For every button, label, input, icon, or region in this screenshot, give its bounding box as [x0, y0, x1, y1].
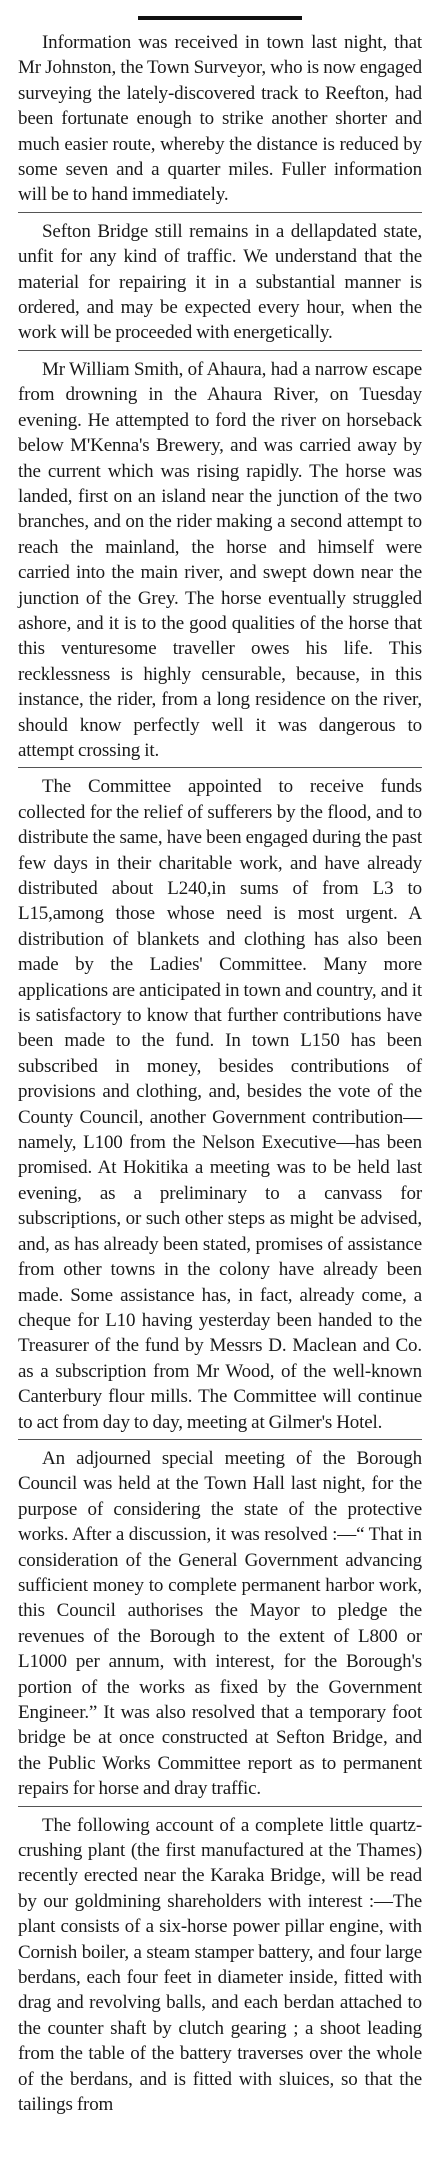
header-rule [138, 16, 302, 20]
paragraph-ahaura-escape: Mr William Smith, of Ahaura, had a narrow escape from drowning in the Ahaura River, on Tuesday evening. He attempted to ford the river on horseback below M'Kenna's Brewery, and was carried away by the current which was rising rapidly. The horse was landed, first on an island near the junction of the two branches, and on the rider making a second attempt to reach the mainland, the horse and himself were carried into the main river, and swept down near the junction of the Grey. The horse eventually struggled ashore, and it is to the good qualities of the horse that this venturesome traveller owes his life. This recklessness is highly censurable, because, in this instance, the rider, from a long residence on the river, should know perfectly well it was dangerous to attempt crossing it. [18, 358, 422, 761]
column-divider [18, 212, 422, 213]
paragraph-borough-council: An adjourned special meeting of the Borough Council was held at the Town Hall last night, for the purpose of considering the state of the protective works. After a discussion, it was resolved :—“ That in consideration of the General Government advancing sufficient money to complete permanent harbor work, this Council authorises the Mayor to pledge the revenues of the Borough to the extent of L800 or L1000 per annum, with interest, for the Borough's portion of the works as fixed by the Government Engineer.” It was also resolved that a temporary foot bridge be at once constructed at Sefton Bridge, and the Public Works Committee report as to permanent repairs for horse and dray traffic. [18, 1447, 422, 1800]
paragraph-route-discovery: Information was received in town last night, that Mr Johnston, the Town Surveyor, who is now engaged surveying the lately-discovered track to Reefton, had been fortunate enough to strike another shorter and much easier route, whereby the distance is reduced by some seven and a quarter miles. Fuller information will be to hand immediately. [18, 32, 422, 206]
column-divider [18, 1439, 422, 1440]
header-rule-container [18, 0, 422, 30]
paragraph-quartz-plant: The following account of a complete little quartz-crushing plant (the first manufactured at the Thames) recently erected near the Karaka Bridge, will be read by our goldmining shareholders with interest :—The plant consists of a six-horse power pillar engine, with Cornish boiler, a steam stamper battery, and four large berdans, each four feet in diameter inside, fitted with drag and revolving balls, and each berdan attached to the counter shaft by clutch gearing ; a shoot leading from the table of the battery traverses over the whole of the berdans, and is fitted with sluices, so that the tailings from [18, 1814, 422, 2116]
paragraph-sefton-bridge: Sefton Bridge still remains in a dellapdated state, unfit for any kind of traffic. We understand that the material for repairing it in a substantial manner is ordered, and may be expected every hour, when the work will be proceeded with energetically. [18, 220, 422, 344]
column-divider [18, 767, 422, 768]
column-divider [18, 350, 422, 351]
paragraph-relief-committee: The Committee appointed to receive funds collected for the relief of sufferers by the flood, and to distribute the same, have been engaged during the past few days in their charitable work, and have already distributed about L240,in sums of from L3 to L15,among those whose need is most urgent. A distribution of blankets and clothing has also been made by the Ladies' Committee. Many more applications are anticipated in town and country, and it is satisfactory to know that further contributions have been made to the fund. In town L150 has been subscribed in money, besides contributions of provisions and clothing, and, besides the vote of the County Council, another Government contribution—namely, L100 from the Nelson Executive—has been promised. At Hokitika a meeting was to be held last evening, as a preliminary to a canvass for subscriptions, or such other steps as might be advised, and, as has already been stated, promises of assistance from other towns in the colony have already been made. Some assistance has, in fact, already come, a cheque for L10 having yesterday been handed to the Treasurer of the fund by Messrs D. Maclean and Co. as a subscription from Mr Wood, of the well-known Canterbury flour mills. The Committee will continue to act from day to day, meeting at Gilmer's Hotel. [18, 776, 422, 1433]
column-divider [18, 1806, 422, 1807]
